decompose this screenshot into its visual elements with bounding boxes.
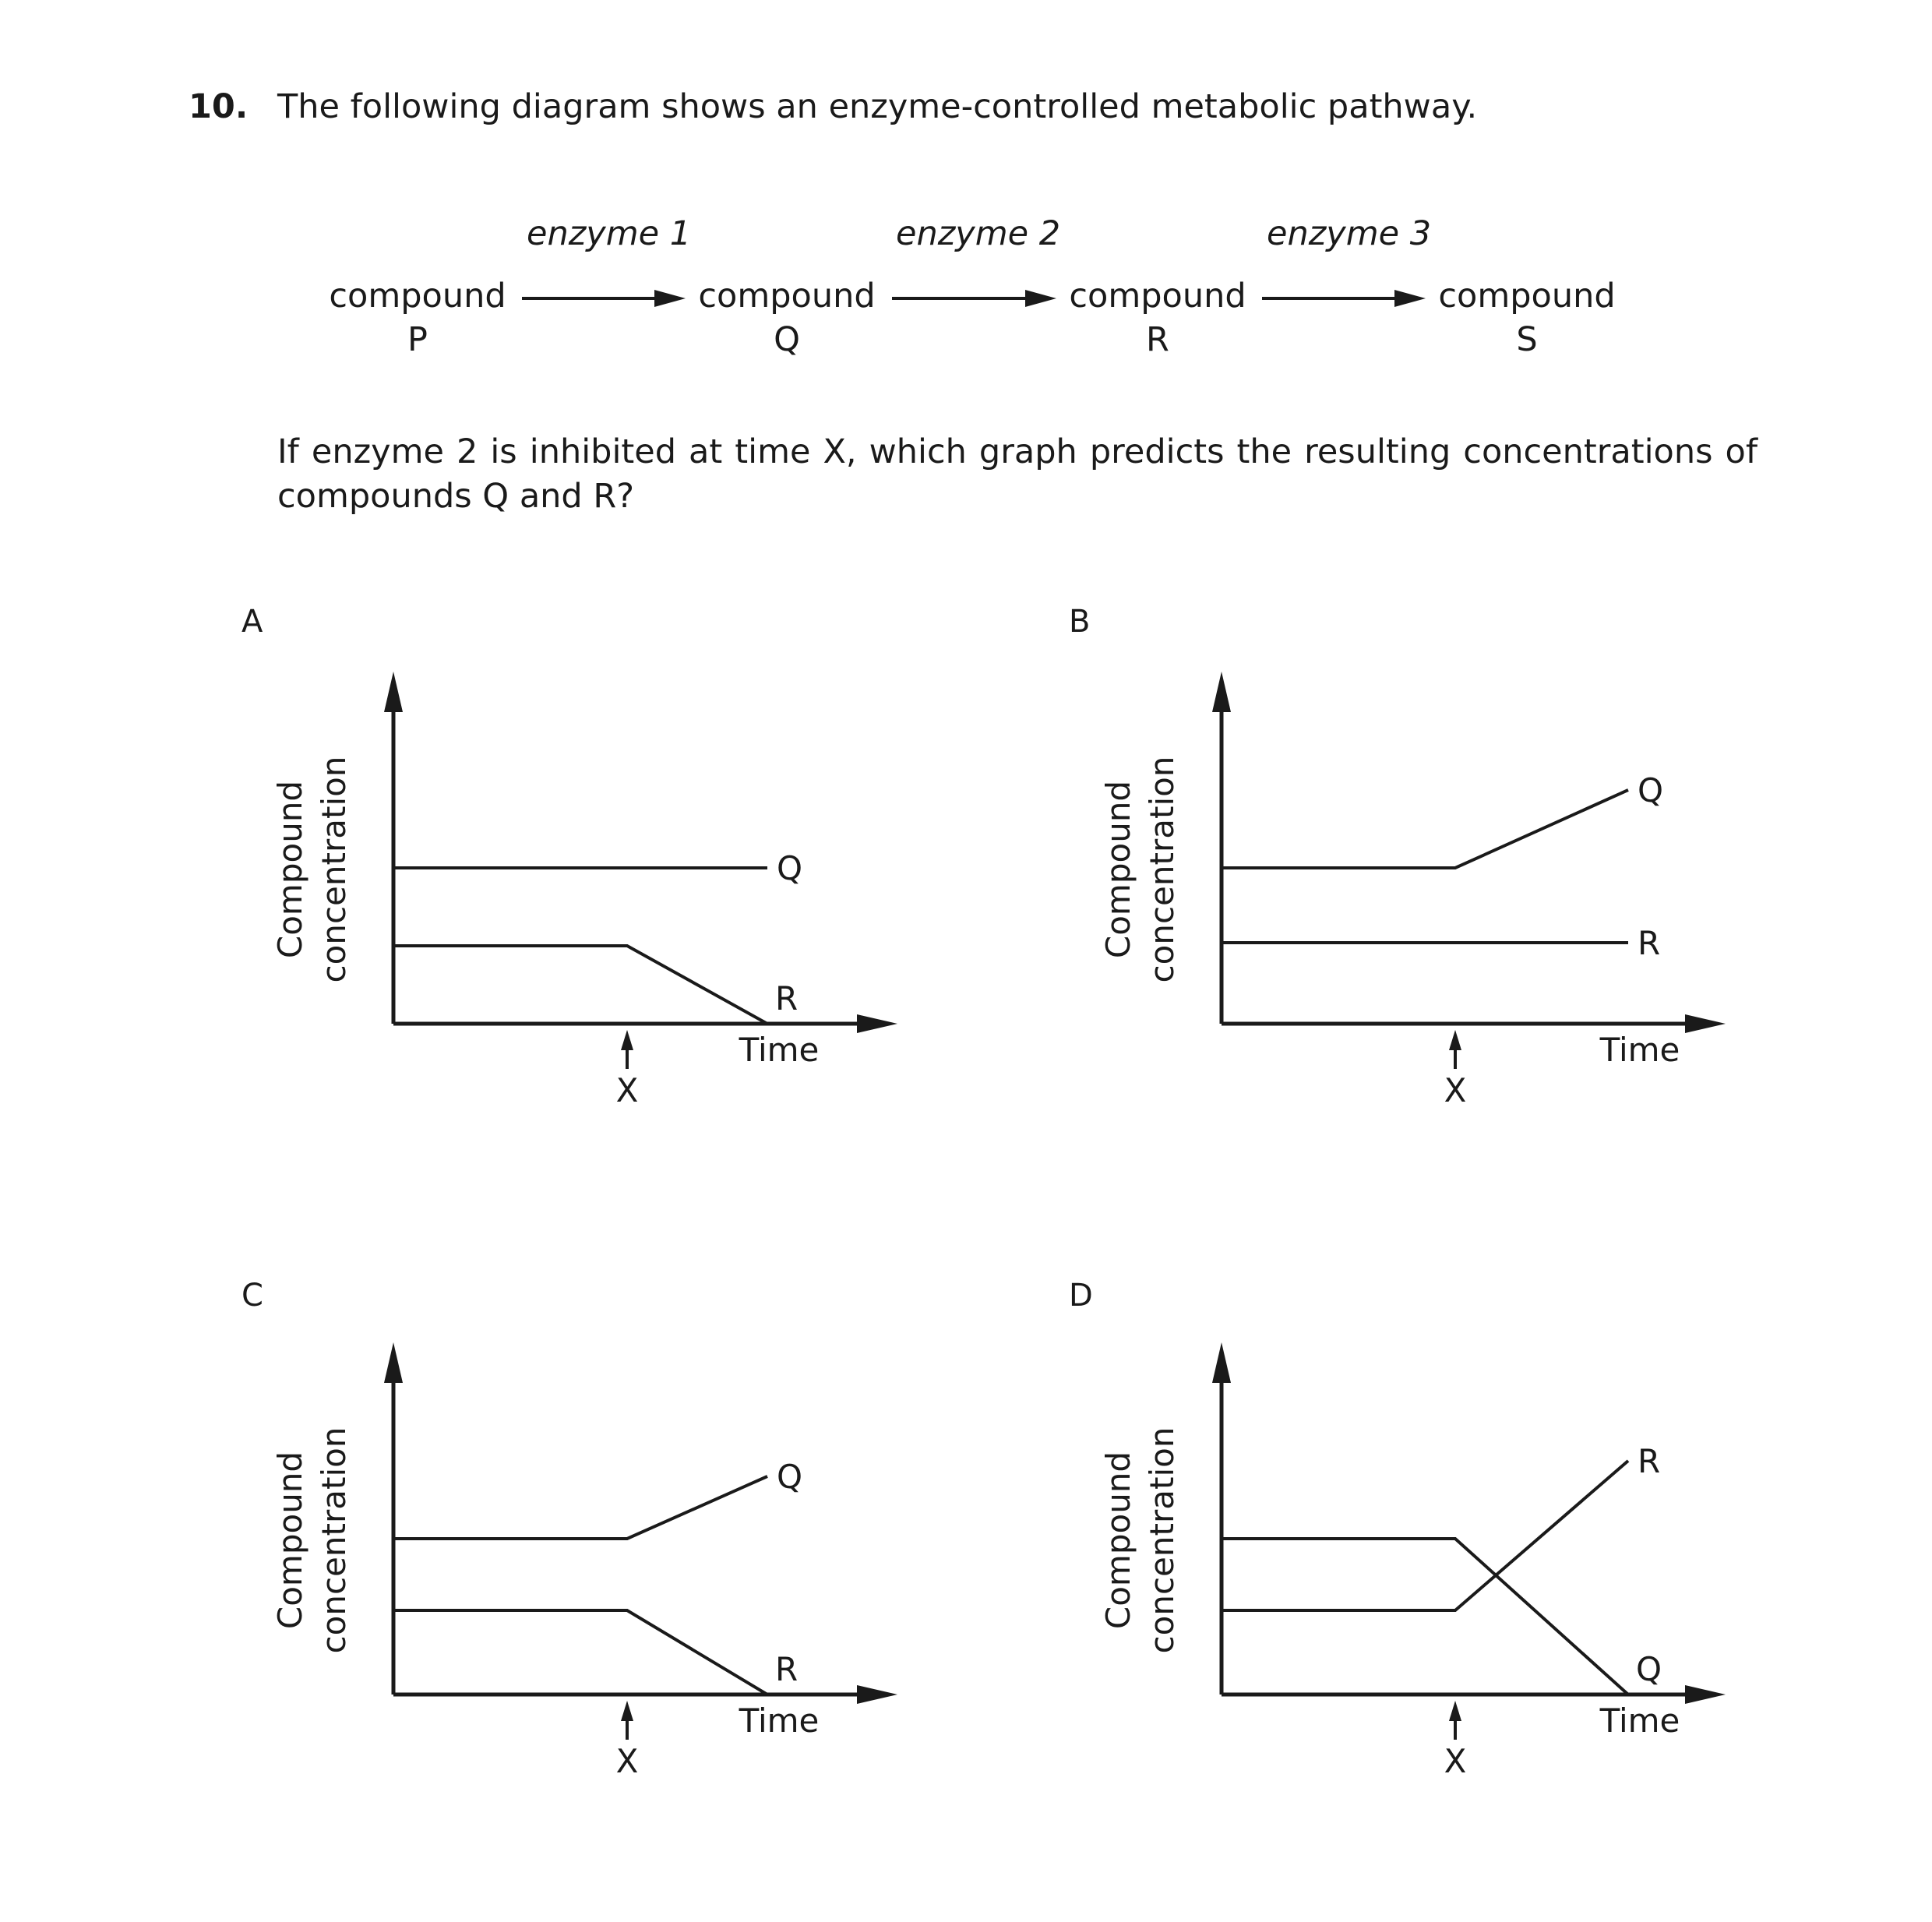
y-axis-label (271, 756, 353, 983)
x-axis-label: Time (739, 1031, 820, 1069)
compound-letter: Q (774, 320, 800, 359)
question-intro: The following diagram shows an enzyme-controlled metabolic pathway. (277, 87, 1478, 126)
enzyme-3-label: enzyme 3 (1267, 214, 1432, 253)
question-number: 10. (189, 87, 249, 126)
y-axis-label-line1: Compound (271, 780, 309, 959)
x-axis-arrowhead (857, 1685, 897, 1704)
series-label-q: Q (777, 1458, 803, 1496)
series-line-q (393, 1476, 767, 1539)
y-axis-label (271, 1427, 353, 1654)
y-axis-label-line1: Compound (1099, 780, 1137, 959)
x-axis-label: Time (739, 1702, 820, 1740)
compound-letter: P (407, 320, 428, 359)
y-axis-label-line2: concentration (315, 1427, 353, 1654)
option-d-label[interactable]: D (1069, 1278, 1093, 1314)
y-axis-label-line2: concentration (315, 756, 353, 983)
event-marker-label: X (615, 1071, 639, 1109)
series-label-q: Q (1636, 1650, 1662, 1688)
compound-word: compound (1438, 277, 1616, 316)
y-axis-label (1099, 1427, 1181, 1654)
x-axis-label: Time (1599, 1702, 1680, 1740)
y-axis-arrowhead (1212, 1342, 1231, 1383)
series-label-r: R (775, 979, 799, 1017)
x-axis-arrowhead (1685, 1014, 1726, 1033)
x-axis-arrowhead (1685, 1685, 1726, 1704)
event-marker-arrowhead (1449, 1701, 1461, 1721)
series-line-r (1222, 1461, 1628, 1610)
compound-word: compound (329, 277, 506, 316)
graph-b (1099, 672, 1726, 1109)
compound-letter: R (1146, 320, 1169, 359)
y-axis-label-line2: concentration (1143, 1427, 1181, 1654)
enzyme-1-label: enzyme 1 (527, 214, 692, 253)
compound-word: compound (698, 277, 876, 316)
graph-a (271, 672, 897, 1109)
series-line-q (1222, 790, 1628, 868)
x-axis-label: Time (1599, 1031, 1680, 1069)
compound-letter: S (1516, 320, 1538, 359)
y-axis-label-line1: Compound (271, 1451, 309, 1630)
graph-d (1099, 1342, 1726, 1780)
series-label-q: Q (777, 849, 803, 887)
question-stem: If enzyme 2 is inhibited at time X, which graph predicts the resulting concentrations of compounds Q and R? (277, 432, 1757, 516)
event-marker-label: X (1444, 1742, 1467, 1780)
event-marker-arrowhead (621, 1701, 633, 1721)
option-a-label[interactable]: A (242, 604, 263, 640)
event-marker-arrowhead (621, 1030, 633, 1050)
y-axis-label (1099, 756, 1181, 983)
event-marker-arrowhead (1449, 1030, 1461, 1050)
y-axis-label-line1: Compound (1099, 1451, 1137, 1630)
event-marker-label: X (1444, 1071, 1467, 1109)
y-axis-label-line2: concentration (1143, 756, 1181, 983)
y-axis-arrowhead (384, 1342, 403, 1383)
series-label-r: R (1638, 924, 1661, 962)
compound-word: compound (1069, 277, 1246, 316)
event-marker-label: X (615, 1742, 639, 1780)
option-b-label[interactable]: B (1069, 604, 1091, 640)
x-axis-arrowhead (857, 1014, 897, 1033)
graph-c (271, 1342, 897, 1780)
option-c-label[interactable]: C (242, 1278, 263, 1314)
series-label-r: R (775, 1650, 799, 1688)
enzyme-2-label: enzyme 2 (896, 214, 1061, 253)
series-label-q: Q (1638, 771, 1664, 809)
y-axis-arrowhead (1212, 672, 1231, 712)
series-line-q (1222, 1539, 1628, 1695)
series-label-r: R (1638, 1442, 1661, 1480)
series-line-r (393, 1610, 767, 1695)
y-axis-arrowhead (384, 672, 403, 712)
series-line-r (393, 946, 767, 1024)
